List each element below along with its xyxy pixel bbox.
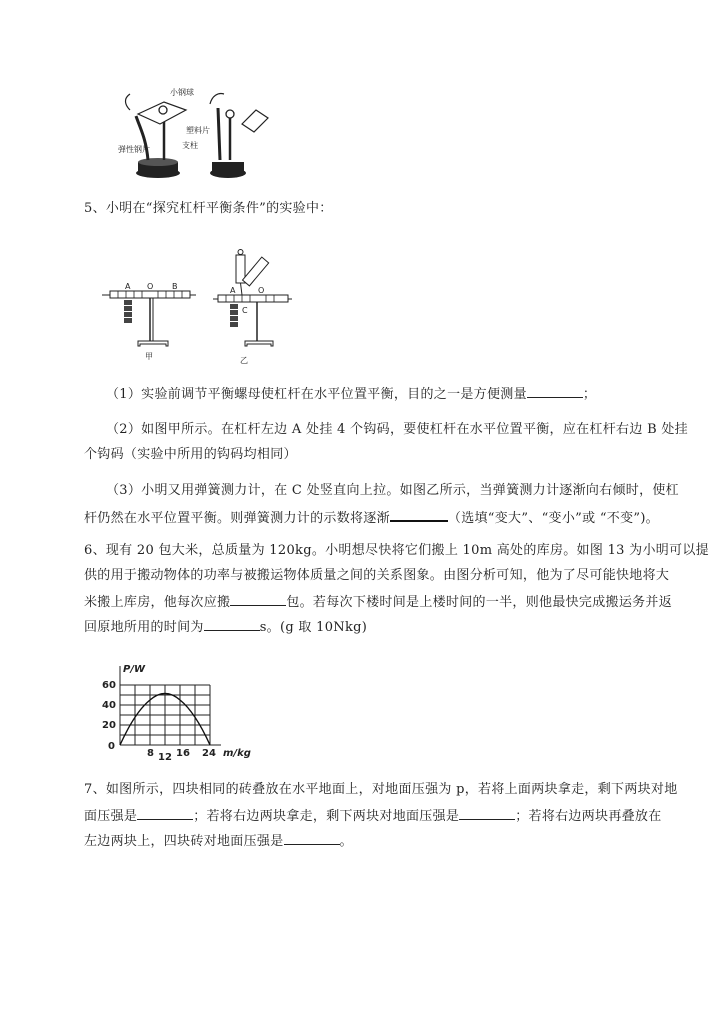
svg-text:0: 0 [108, 741, 115, 752]
x-axis-label: m/kg [223, 748, 251, 759]
q5-part1-text: （1）实验前调节平衡螺母使杠杆在水平位置平衡，目的之一是方便测量 [106, 387, 527, 402]
q5-part1-blank[interactable] [527, 384, 583, 398]
svg-text:60: 60 [102, 680, 116, 691]
svg-text:8: 8 [147, 748, 154, 759]
q5-part1-end: ； [582, 387, 597, 402]
q5-part3-line2 [84, 507, 659, 528]
q7-line2-b: ；若将右边两块拿走，剩下两块对地面压强是 [193, 809, 460, 824]
q6-line3-text: 米搬上库房，他每次应搬 [84, 595, 231, 610]
svg-text:24: 24 [202, 748, 216, 759]
svg-text:A: A [230, 286, 236, 295]
label-ball: 小钢球 [170, 88, 194, 97]
svg-text:B: B [172, 282, 178, 291]
q6-line3-rest: 包。若每次下楼时间是上楼时间的一半，则他最快完成搬运务并返 [286, 595, 673, 610]
q7-line3-b: 。 [339, 834, 353, 849]
q7-blank-2[interactable] [459, 806, 515, 820]
q5-part2-line2: 个钩码（实验中所用的钩码均相同） [84, 447, 297, 462]
q6-line2: 供的用于搬动物体的功率与被搬运物体质量之间的关系图象。由图分析可知，他为了尽可能快地将大 [84, 568, 670, 583]
q7-line1: 7、如图所示，四块相同的砖叠放在水平地面上，对地面压强为 p，若将上面两块拿走，剩下两块对地 [84, 782, 678, 797]
label-plastic: 塑料片 [186, 126, 210, 135]
q6-bags-blank[interactable] [230, 592, 286, 606]
svg-text:O: O [258, 286, 265, 295]
label-pillar: 支柱 [182, 141, 198, 150]
q7-line2-a: 面压强是 [84, 809, 138, 824]
q6-line3 [84, 592, 672, 612]
q5-stem: 5、小明在“探究杠杆平衡条件”的实验中： [84, 201, 333, 216]
q6-line4-text: 回原地所用的时间为 [84, 620, 204, 635]
y-axis-label: P/W [123, 664, 146, 675]
caption-jia: 甲 [145, 352, 153, 361]
q5-part3-line1: （3）小明又用弹簧测力计，在 C 处竖直向上拉。如图乙所示，当弹簧测力计逐渐向右倾时，使杠 [106, 483, 679, 498]
q7-line2 [84, 806, 662, 826]
label-spring-steel: 弹性钢片 [118, 145, 150, 154]
q5-part3-text: 杆仍然在水平位置平衡。则弹簧测力计的示数将逐渐 [84, 511, 390, 526]
power-mass-chart [96, 660, 276, 763]
q7-line3-a: 左边两块上，四块砖对地面压强是 [84, 834, 284, 849]
q6-line4 [84, 617, 367, 637]
q7-line3 [84, 831, 353, 851]
q7-line2-c: ；若将右边两块再叠放在 [515, 809, 662, 824]
caption-yi: 乙 [240, 356, 248, 365]
q5-part2-line1: （2）如图甲所示。在杠杆左边 A 处挂 4 个钩码，要使杠杆在水平位置平衡，应在杠杆右边 B 处挂 [106, 422, 688, 437]
svg-text:O: O [147, 282, 154, 291]
svg-text:16: 16 [176, 748, 190, 759]
svg-text:C: C [242, 306, 248, 315]
svg-text:40: 40 [102, 700, 116, 711]
lever-figure [100, 245, 300, 370]
q7-blank-1[interactable] [137, 806, 193, 820]
lever-left [102, 282, 196, 361]
q6-line4-rest: s。(g 取 10Nkg) [259, 620, 368, 635]
q6-time-blank[interactable] [204, 617, 260, 631]
svg-text:20: 20 [102, 720, 116, 731]
q7-blank-3[interactable] [284, 831, 340, 845]
q5-part3-options: （选填“变大”、“变小”或 “不变”)。 [447, 511, 659, 526]
q5-part1 [106, 384, 596, 404]
q5-part3-blank[interactable] [390, 507, 448, 522]
svg-text:A: A [125, 282, 131, 291]
lever-right [213, 250, 292, 366]
svg-text:12: 12 [158, 752, 172, 763]
inertia-experiment-figure [118, 88, 268, 183]
q6-line1: 6、现有 20 包大米，总质量为 120kg。小明想尽快将它们搬上 10m 高处的库房。如图 13 为小明可以提 [84, 543, 709, 558]
